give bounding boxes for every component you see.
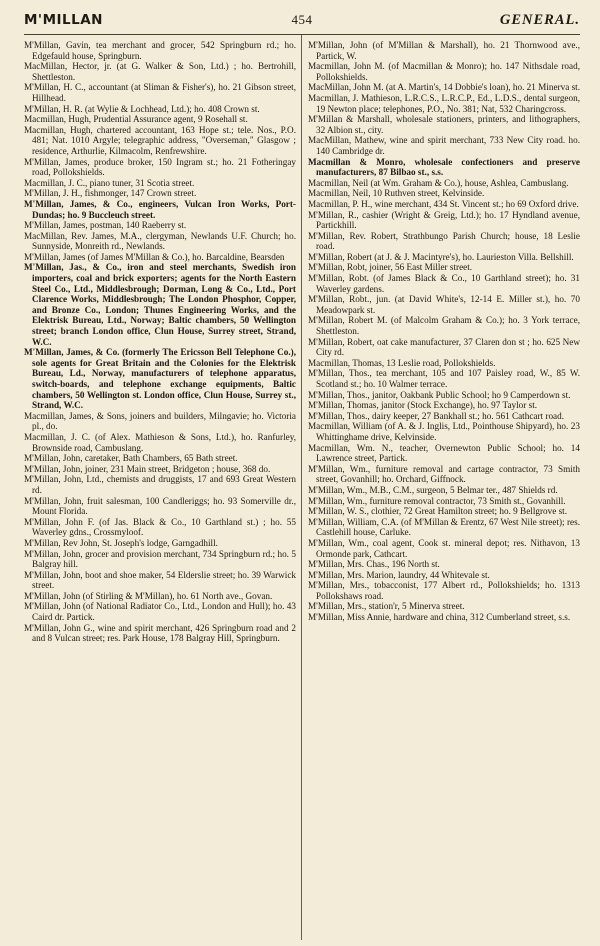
directory-entry: M'Millan, Robert, oat cake manufacturer, 37 Claren don st ; ho. 625 New City rd. [308, 336, 580, 358]
directory-entry: M'Millan, John, caretaker, Bath Chambers, 65 Bath street. [24, 453, 238, 464]
directory-entry: Macmillan, Wm. N., teacher, Overnewton Public School; ho. 14 Lawrence street, Partick. [308, 442, 580, 464]
directory-entry: M'Millan, Mrs. Marion, laundry, 44 Whitevale st. [308, 569, 490, 580]
directory-entry: Macmillan, James, & Sons, joiners and builders, Milngavie; ho. Victoria pl., do. [24, 410, 296, 432]
directory-entry: M'Millan, W. S., clothier, 72 Great Hamilton street; ho. 9 Bellgrove st. [308, 506, 568, 517]
page-number: 454 [291, 12, 313, 27]
directory-entry: Macmillan, Hugh, chartered accountant, 163 Hope st.; tele. Nos., P.O. 481; Nat. 1010 Argyle; telegraphic address, "Overseman," Glasgow ; residence, Arthurlie, Kilmacolm, Renfrewshire. [24, 124, 296, 156]
directory-entry: M'Millan, Miss Annie, hardware and china, 312 Cumberland street, s.s. [308, 612, 571, 623]
directory-entry: M'Millan, Robt, joiner, 56 East Miller street. [308, 262, 473, 273]
directory-entry: Macmillan, Neil, 10 Ruthven street, Kelvinside. [308, 188, 485, 199]
running-head-left: M'MILLAN [24, 12, 103, 28]
directory-entry: M'Millan, Jas., & Co., iron and steel merchants, Swedish iron importers, coal and brick exporters; agents for the North Eastern Steel Co., Ltd., Middlesbrough; Dorman, Long & Co., Ltd., Port Clarence Works, Middlesbrough; The London Phosphor, Copper, and Bronze Co., London; Thunes Engineering Works, and the Elektrisk Bureau, Ltd., Norway; Baltic chambers, 50 Wellington street; branch London office, Clun House, Surrey street, Strand, W.C. [24, 262, 296, 347]
running-head-right: GENERAL. [499, 12, 580, 28]
directory-entry: M'Millan, Rev John, St. Joseph's lodge, Garngadhill. [24, 537, 218, 548]
directory-entry: M'Millan, Mrs. Chas., 196 North st. [308, 559, 440, 570]
directory-entry: M'Millan, Thos., tea merchant, 105 and 107 Paisley road, W., 85 W. Scotland st.; ho. 10 Walmer terrace. [308, 368, 580, 389]
directory-entry: M'Millan, Gavin, tea merchant and grocer, 542 Springburn rd.; ho. Edgefauld house, Springburn. [24, 40, 296, 61]
directory-entry: M'Millan, R., cashier (Wright & Greig, Ltd.); ho. 17 Hyndland avenue, Partickhill. [308, 209, 580, 231]
directory-entry: Macmillan, J. C., piano tuner, 31 Scotia street. [24, 177, 195, 188]
directory-entry: MacMillan, Mathew, wine and spirit merchant, 733 New City road. ho. 140 Cambridge dr. [308, 135, 580, 156]
directory-entry: Macmillan, William (of A. & J. Inglis, Ltd., Pointhouse Shipyard), ho. 23 Whittinghame drive, Kelvinside. [308, 421, 580, 442]
directory-entry: M'Millan, Wm., furniture removal contractor, 73 Smith st., Govanhill. [308, 495, 566, 506]
directory-entry: M'Millan, John, Ltd., chemists and druggists, 17 and 693 Great Western rd. [24, 474, 296, 495]
page-header [24, 8, 580, 35]
directory-entry: M'Millan, John, boot and shoe maker, 54 Elderslie street; ho. 39 Warwick street. [24, 569, 296, 591]
directory-entry: MacMillan, Rev. James, M.A., clergyman, Newlands U.F. Church; ho. Sunnyside, Monreith rd., Newlands. [24, 230, 296, 252]
directory-entry: M'Millan, Rev. Robert, Strathbungo Parish Church; house, 18 Leslie road. [308, 230, 580, 252]
left-column [24, 35, 301, 940]
directory-entry: Macmillan, Thomas, 13 Leslie road, Pollokshields. [308, 357, 496, 368]
directory-entry: M'Millan, John G., wine and spirit merchant, 426 Springburn road and 2 and 8 Vulcan street; res. Park House, 178 Balgray Hill, Springburn. [24, 622, 296, 644]
directory-entry: Macmillan & Monro, wholesale confectioners and preserve manufacturers, 87 Bilbao st., s.s. [308, 156, 580, 178]
directory-entry: M'Millan, James (of James M'Millan & Co.), ho. Barcaldine, Bearsden [24, 251, 285, 262]
directory-entry: Macmillan, P. H., wine merchant, 434 St. Vincent st.; ho 69 Oxford drive. [308, 198, 579, 209]
directory-entry: M'Millan, Wm., M.B., C.M., surgeon, 5 Belmar ter., 487 Shields rd. [308, 484, 558, 495]
directory-entry: Macmillan, Neil (at Wm. Graham & Co.), house, Ashlea, Cambuslang. [308, 177, 569, 188]
directory-entry: M'Millan, J. H., fishmonger, 147 Crown street. [24, 188, 197, 199]
directory-entry: M'Millan, Thomas, janitor (Stock Exchange), ho. 97 Taylor st. [308, 400, 538, 411]
directory-entry: M'Millan, Robert M. (of Malcolm Graham & Co.); ho. 3 York terrace, Shettleston. [308, 315, 580, 337]
directory-entry: M'Millan, James, postman, 140 Raeberry st. [24, 220, 187, 231]
directory-entry: M'Millan, John (of National Radiator Co., Ltd., London and Hull); ho. 43 Caird dr. Partick. [24, 601, 296, 623]
columns [24, 35, 580, 940]
directory-entry: M'Millan, John (of M'Millan & Marshall), ho. 21 Thornwood ave., Partick, W. [308, 40, 580, 61]
directory-entry: M'Millan, Robt. (of James Black & Co., 10 Garthland street); ho. 31 Waverley gardens. [308, 273, 580, 294]
directory-entry: M'Millan, Robt., jun. (at David White's, 12-14 E. Miller st.), ho. 70 Meadowpark st. [308, 294, 580, 315]
directory-entry: M'Millan, Wm., coal agent, Cook st. mineral depot; res. Nithavon, 13 Ormonde park, Cathcart. [308, 537, 580, 559]
directory-entry: M'Millan, H. R. (at Wylie & Lochhead, Ltd.); ho. 408 Crown st. [24, 103, 260, 114]
directory-entry: M'Millan, John F. (of Jas. Black & Co., 10 Garthland st.) ; ho. 55 Waverley gdns., Crossmyloof. [24, 516, 296, 538]
directory-entry: M'Millan, James, & Co. (formerly The Ericsson Bell Telephone Co.), sole agents for Great Britain and the Colonies for the Elektrisk Bureau, Ld., Norway, manufacturers of telephone apparatus, switch-boards, and telephone exchange equipments, Baltic chambers, 50 Wellington st. London office, Clun House, Surrey st., Strand, W.C. [24, 347, 296, 411]
right-column [301, 35, 580, 940]
directory-entry: M'Millan, William, C.A. (of M'Millan & Erentz, 67 West Nile street); res. Castlehill house, Carluke. [308, 516, 580, 538]
directory-entry: M'Millan, Thos., janitor, Oakbank Public School; ho 9 Camperdown st. [308, 389, 571, 400]
directory-entry: M'Millan, James, produce broker, 150 Ingram st.; ho. 21 Fotheringay road, Pollokshields. [24, 156, 296, 178]
directory-entry: Macmillan, Hugh, Prudential Assurance agent, 9 Rosehall st. [24, 114, 248, 125]
directory-entry: M'Millan, John (of Stirling & M'Millan), ho. 61 North ave., Govan. [24, 590, 273, 601]
directory-entry: MacMillan, Hector, jr. (at G. Walker & Son, Ltd.) ; ho. Bertrohill, Shettleston. [24, 61, 296, 82]
directory-entry: M'Millan, John, fruit salesman, 100 Candleriggs; ho. 93 Somerville dr., Mount Florida. [24, 495, 296, 517]
directory-entry: M'Millan, Robert (at J. & J. Macintyre's), ho. Laurieston Villa. Bellshill. [308, 251, 574, 262]
directory-entry: M'Millan, Wm., furniture removal and cartage contractor, 73 Smith street, Govanhill; ho. Orchard, Giffnock. [308, 463, 580, 485]
directory-entry: M'Millan, James, & Co., engineers, Vulcan Iron Works, Port-Dundas; ho. 9 Buccleuch street. [24, 198, 296, 220]
directory-entry: M'Millan, Mrs., tobacconist, 177 Albert rd., Pollokshields; ho. 1313 Pollokshaws road. [308, 580, 580, 601]
directory-entry: M'Millan, John, grocer and provision merchant, 734 Springburn rd.; ho. 5 Balgray hill. [24, 548, 296, 570]
directory-entry: Macmillan, John M. (of Macmillan & Monro); ho. 147 Nithsdale road, Pollokshields. [308, 61, 580, 82]
directory-entry: M'Millan, Mrs., station'r, 5 Minerva street. [308, 601, 465, 612]
directory-entry: M'Millan, Thos., dairy keeper, 27 Bankhall st.; ho. 561 Cathcart road. [308, 410, 565, 421]
directory-entry: M'Millan & Marshall, wholesale stationers, printers, and lithographers, 32 Albion st., city. [308, 114, 580, 135]
directory-entry: Macmillan, J. C. (of Alex. Mathieson & Sons, Ltd.), ho. Ranfurley, Brownside road, Cambuslang. [24, 431, 296, 453]
directory-entry: Macmillan, J. Mathieson, L.R.C.S., L.R.C.P., Ed., L.D.S., dental surgeon, 19 Newton place; telephones, P.O., No. 381; Nat, 532 Charingcross. [308, 92, 580, 114]
directory-entry: M'Millan, H. C., accountant (at Sliman & Fisher's), ho. 21 Gibson street, Hillhead. [24, 82, 296, 103]
directory-entry: MacMillan, John M. (at A. Martin's, 14 Dobbie's loan), ho. 21 Minerva st. [308, 82, 580, 93]
directory-entry: M'Millan, John, joiner, 231 Main street, Bridgeton ; house, 368 do. [24, 463, 271, 474]
